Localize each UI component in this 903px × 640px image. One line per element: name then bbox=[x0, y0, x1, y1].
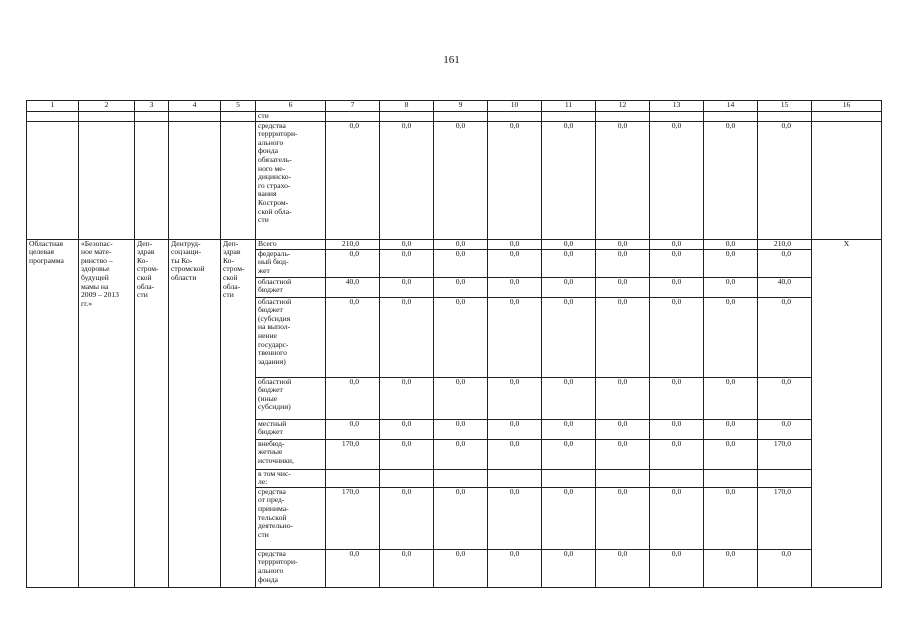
header-row bbox=[27, 101, 882, 112]
value-cell: 0,0 bbox=[542, 439, 596, 469]
value-cell: 0,0 bbox=[488, 297, 542, 377]
empty-cell bbox=[27, 121, 79, 239]
value-cell: 40,0 bbox=[326, 277, 380, 297]
value-cell: 0,0 bbox=[488, 419, 542, 439]
program-col1: Областная целевая программа bbox=[27, 239, 79, 587]
value-cell: 0,0 bbox=[704, 419, 758, 439]
value-cell bbox=[704, 469, 758, 487]
value-cell: 0,0 bbox=[380, 121, 434, 239]
value-cell: 0,0 bbox=[380, 377, 434, 419]
value-cell: 0,0 bbox=[380, 249, 434, 277]
empty-cell bbox=[169, 112, 221, 122]
column-header: 11 bbox=[542, 101, 596, 112]
value-cell: 170,0 bbox=[758, 487, 812, 549]
value-cell: 0,0 bbox=[488, 377, 542, 419]
value-cell: 0,0 bbox=[542, 487, 596, 549]
empty-cell bbox=[812, 121, 882, 239]
row-label: средства террритори- ального фонда bbox=[256, 549, 326, 587]
value-cell: 170,0 bbox=[758, 439, 812, 469]
value-cell bbox=[650, 469, 704, 487]
value-cell: 0,0 bbox=[596, 121, 650, 239]
value-cell: 0,0 bbox=[380, 297, 434, 377]
value-cell bbox=[758, 112, 812, 122]
column-header: 5 bbox=[221, 101, 256, 112]
value-cell: 170,0 bbox=[326, 487, 380, 549]
value-cell bbox=[434, 112, 488, 122]
value-cell: 0,0 bbox=[596, 277, 650, 297]
column-header: 7 bbox=[326, 101, 380, 112]
column-header: 13 bbox=[650, 101, 704, 112]
value-cell: 0,0 bbox=[380, 439, 434, 469]
value-cell: 0,0 bbox=[326, 297, 380, 377]
value-cell: 0,0 bbox=[758, 377, 812, 419]
value-cell: 0,0 bbox=[488, 239, 542, 249]
value-cell: 0,0 bbox=[434, 121, 488, 239]
value-cell: 0,0 bbox=[542, 377, 596, 419]
empty-cell bbox=[135, 112, 169, 122]
value-cell: 0,0 bbox=[326, 549, 380, 587]
value-cell: 0,0 bbox=[650, 249, 704, 277]
empty-cell bbox=[79, 121, 135, 239]
value-cell: 0,0 bbox=[488, 487, 542, 549]
empty-cell bbox=[169, 121, 221, 239]
value-cell: 0,0 bbox=[650, 419, 704, 439]
value-cell: 0,0 bbox=[434, 297, 488, 377]
value-cell: 0,0 bbox=[596, 297, 650, 377]
value-cell: 0,0 bbox=[758, 549, 812, 587]
value-cell bbox=[704, 112, 758, 122]
value-cell: 0,0 bbox=[650, 277, 704, 297]
column-header: 4 bbox=[169, 101, 221, 112]
value-cell: 0,0 bbox=[326, 249, 380, 277]
page-number: 161 bbox=[443, 54, 460, 66]
value-cell: 210,0 bbox=[326, 239, 380, 249]
value-cell: 170,0 bbox=[326, 439, 380, 469]
value-cell: 0,0 bbox=[596, 419, 650, 439]
value-cell: 0,0 bbox=[380, 487, 434, 549]
value-cell: 0,0 bbox=[704, 487, 758, 549]
empty-cell bbox=[79, 112, 135, 122]
column-header: 8 bbox=[380, 101, 434, 112]
value-cell: 0,0 bbox=[704, 277, 758, 297]
value-cell: 0,0 bbox=[704, 249, 758, 277]
column-header: 16 bbox=[812, 101, 882, 112]
empty-cell bbox=[812, 112, 882, 122]
row-label: средства от пред- принима- тельской деятельно- сти bbox=[256, 487, 326, 549]
value-cell: 0,0 bbox=[434, 439, 488, 469]
value-cell: 0,0 bbox=[758, 419, 812, 439]
value-cell: 0,0 bbox=[434, 277, 488, 297]
value-cell bbox=[488, 112, 542, 122]
value-cell: 0,0 bbox=[650, 487, 704, 549]
budget-table bbox=[26, 100, 882, 588]
column-header: 12 bbox=[596, 101, 650, 112]
empty-cell bbox=[221, 121, 256, 239]
empty-cell bbox=[135, 121, 169, 239]
value-cell: 0,0 bbox=[650, 297, 704, 377]
value-cell: 0,0 bbox=[704, 377, 758, 419]
value-cell: 0,0 bbox=[596, 549, 650, 587]
value-cell bbox=[326, 469, 380, 487]
value-cell: 0,0 bbox=[650, 549, 704, 587]
value-cell: 0,0 bbox=[434, 377, 488, 419]
value-cell: 0,0 bbox=[380, 419, 434, 439]
value-cell: 0,0 bbox=[434, 549, 488, 587]
table-row bbox=[27, 121, 882, 239]
value-cell: 0,0 bbox=[434, 239, 488, 249]
value-cell: 0,0 bbox=[542, 121, 596, 239]
value-cell: 0,0 bbox=[596, 439, 650, 469]
empty-cell bbox=[221, 112, 256, 122]
table-row bbox=[27, 112, 882, 122]
value-cell: 0,0 bbox=[704, 121, 758, 239]
row-label: областной бюджет bbox=[256, 277, 326, 297]
column-header: 9 bbox=[434, 101, 488, 112]
value-cell: 0,0 bbox=[596, 487, 650, 549]
row-label: областной бюджет (субсидия на выпол- нение государс- твенного задания) bbox=[256, 297, 326, 377]
row-label: средства террритори- ального фонда обязатель- ного ме- дицинско- го страхо- вания Костром- ской обла- сти bbox=[256, 121, 326, 239]
row-label: сти bbox=[256, 112, 326, 122]
value-cell: 0,0 bbox=[488, 249, 542, 277]
column-header: 14 bbox=[704, 101, 758, 112]
value-cell: 0,0 bbox=[488, 439, 542, 469]
column-header: 6 bbox=[256, 101, 326, 112]
value-cell: 0,0 bbox=[542, 239, 596, 249]
program-col16: Х bbox=[812, 239, 882, 587]
row-label: местный бюджет bbox=[256, 419, 326, 439]
value-cell: 0,0 bbox=[434, 487, 488, 549]
value-cell bbox=[596, 469, 650, 487]
value-cell: 0,0 bbox=[650, 439, 704, 469]
column-header: 1 bbox=[27, 101, 79, 112]
row-label: внебюд- жетные источники, bbox=[256, 439, 326, 469]
value-cell: 0,0 bbox=[542, 249, 596, 277]
value-cell: 0,0 bbox=[596, 377, 650, 419]
value-cell: 0,0 bbox=[326, 121, 380, 239]
value-cell: 0,0 bbox=[542, 297, 596, 377]
value-cell bbox=[758, 469, 812, 487]
value-cell bbox=[650, 112, 704, 122]
value-cell: 0,0 bbox=[650, 121, 704, 239]
value-cell: 210,0 bbox=[758, 239, 812, 249]
value-cell bbox=[542, 469, 596, 487]
value-cell bbox=[542, 112, 596, 122]
value-cell bbox=[596, 112, 650, 122]
value-cell: 0,0 bbox=[380, 277, 434, 297]
empty-cell bbox=[27, 112, 79, 122]
row-label: Всего bbox=[256, 239, 326, 249]
column-header: 3 bbox=[135, 101, 169, 112]
value-cell: 0,0 bbox=[704, 549, 758, 587]
program-col3: Деп- здрав Ко- стром- ской обла- сти bbox=[135, 239, 169, 587]
program-col4: Дентруд- соцзащи- ты Ко- стромской области bbox=[169, 239, 221, 587]
column-header: 2 bbox=[79, 101, 135, 112]
value-cell: 0,0 bbox=[596, 239, 650, 249]
value-cell: 0,0 bbox=[650, 377, 704, 419]
row-label: областной бюджет (иные субсидии) bbox=[256, 377, 326, 419]
value-cell: 0,0 bbox=[650, 239, 704, 249]
value-cell: 0,0 bbox=[542, 419, 596, 439]
value-cell: 0,0 bbox=[434, 419, 488, 439]
value-cell: 0,0 bbox=[326, 419, 380, 439]
value-cell: 0,0 bbox=[542, 277, 596, 297]
value-cell bbox=[326, 112, 380, 122]
value-cell: 0,0 bbox=[380, 239, 434, 249]
column-header: 15 bbox=[758, 101, 812, 112]
value-cell bbox=[380, 469, 434, 487]
value-cell: 0,0 bbox=[488, 277, 542, 297]
value-cell bbox=[434, 469, 488, 487]
program-col2: «Безопас- ное мате- ринство – здоровье будущей мамы на 2009 – 2013 гг.» bbox=[79, 239, 135, 587]
table-row bbox=[27, 239, 882, 249]
row-label: федераль- ный бюд- жет bbox=[256, 249, 326, 277]
row-label: в том чис- ле: bbox=[256, 469, 326, 487]
column-header: 10 bbox=[488, 101, 542, 112]
value-cell: 0,0 bbox=[434, 249, 488, 277]
value-cell bbox=[380, 112, 434, 122]
value-cell bbox=[488, 469, 542, 487]
value-cell: 0,0 bbox=[596, 249, 650, 277]
value-cell: 0,0 bbox=[380, 549, 434, 587]
value-cell: 0,0 bbox=[542, 549, 596, 587]
value-cell: 40,0 bbox=[758, 277, 812, 297]
value-cell: 0,0 bbox=[758, 297, 812, 377]
value-cell: 0,0 bbox=[488, 549, 542, 587]
program-col5: Деп- здрав Ко- стром- ской обла- сти bbox=[221, 239, 256, 587]
value-cell: 0,0 bbox=[326, 377, 380, 419]
value-cell: 0,0 bbox=[758, 121, 812, 239]
value-cell: 0,0 bbox=[704, 239, 758, 249]
value-cell: 0,0 bbox=[758, 249, 812, 277]
value-cell: 0,0 bbox=[704, 439, 758, 469]
value-cell: 0,0 bbox=[704, 297, 758, 377]
value-cell: 0,0 bbox=[488, 121, 542, 239]
